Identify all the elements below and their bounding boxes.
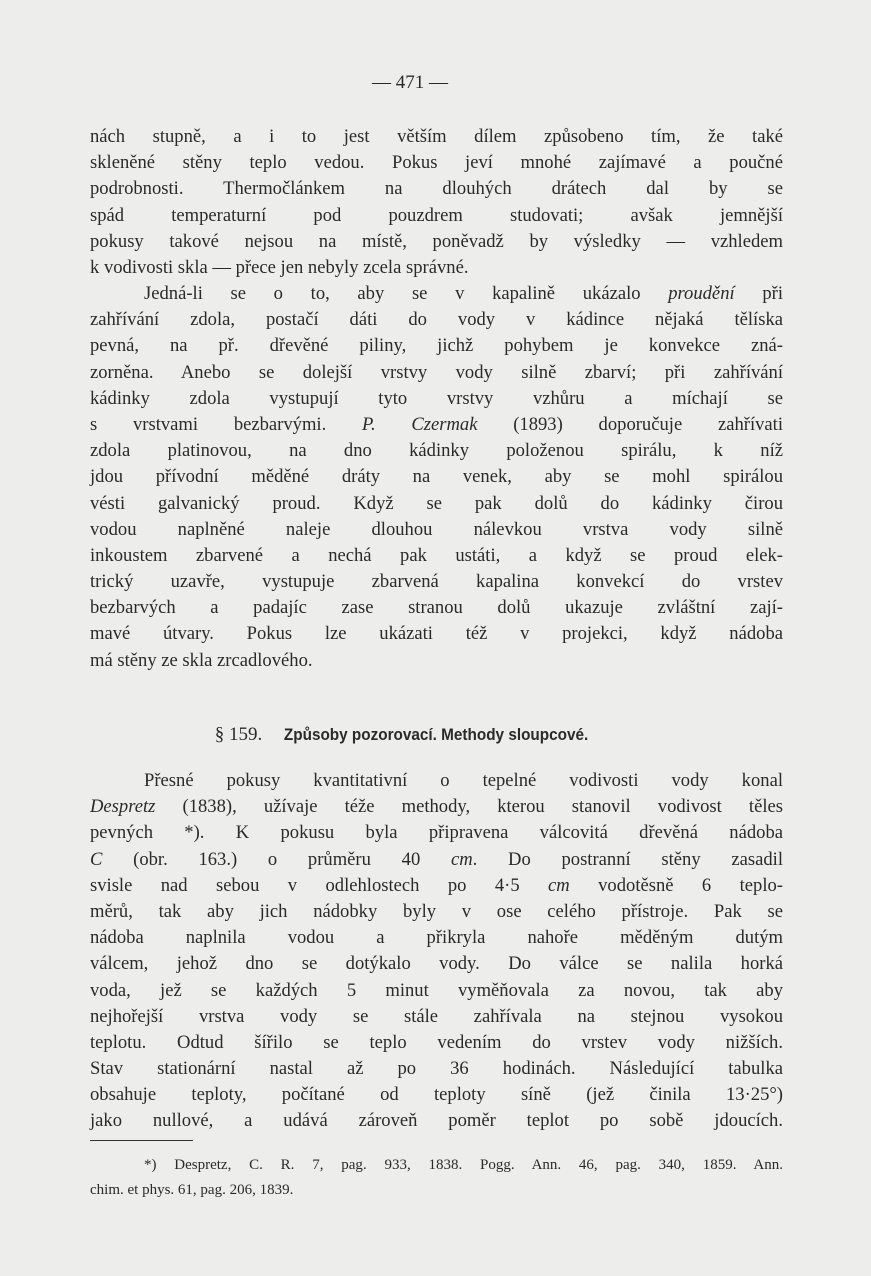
footnote — [90, 1153, 783, 1203]
text-line — [90, 621, 783, 647]
text-segment: pevných *). K pokusu byla připravena válcovitá dřevěná nádoba — [90, 822, 783, 844]
text-segment: má stěny ze skla zrcadlového. — [90, 649, 313, 671]
italic-text: proudění — [668, 283, 735, 304]
footnote-rule — [90, 1140, 193, 1141]
text-segment: *) Despretz, C. R. 7, pag. 933, 1838. Pogg. Ann. 46, pag. 340, 1859. Ann. — [144, 1157, 783, 1173]
text-line — [90, 229, 783, 255]
text-line — [90, 847, 783, 873]
text-line — [90, 595, 783, 621]
text-segment: pokusy takové nejsou na místě, poněvadž by výsledky — vzhledem — [90, 230, 783, 252]
text-segment: inkoustem zbarvené a nechá pak ustáti, a když se proud elek- — [90, 544, 783, 566]
text-line — [90, 569, 783, 595]
text-line — [90, 1004, 783, 1030]
text-segment: nách stupně, a i to jest větším dílem způsobeno tím, že také — [90, 126, 783, 147]
paragraph-3 — [90, 768, 783, 1135]
text-segment: podrobnosti. Thermočlánkem na dlouhých drátech dal by se — [90, 178, 783, 200]
italic-text: cm — [548, 874, 570, 896]
text-line — [90, 281, 783, 307]
text-segment: Stav stationární nastal až po 36 hodinách. Následující tabulka — [90, 1058, 783, 1080]
text-segment: měrů, tak aby jich nádobky byly v ose celého přístroje. Pak se — [90, 900, 783, 922]
text-segment: vodou naplněné naleje dlouhou nálevkou vrstva vody silně — [90, 518, 783, 540]
text-line — [90, 1030, 783, 1056]
text-line — [90, 124, 783, 150]
text-line — [90, 1082, 783, 1108]
section-number: § 159. — [214, 724, 263, 745]
text-segment: svisle nad sebou v odlehlostech po 4·5 — [90, 874, 549, 896]
text-segment: mavé útvary. Pokus lze ukázati též v projekci, když nádoba — [90, 623, 783, 645]
text-segment: s vrstvami bezbarvými. — [90, 413, 362, 435]
text-segment: kádinky zdola vystupují tyto vrstvy vzhůru a míchají se — [90, 387, 783, 409]
text-line — [90, 203, 783, 229]
text-segment: zorněna. Anebo se dolejší vrstvy vody silně zbarví; při zahřívání — [90, 361, 783, 383]
italic-text: P. Czermak — [362, 413, 478, 435]
text-segment: . Do postranní stěny zasadil — [472, 848, 783, 870]
text-segment: vodotěsně 6 teplo- — [569, 874, 783, 896]
text-segment: Přesné pokusy kvantitativní o tepelné vodivosti vody konal — [144, 770, 783, 791]
text-line — [90, 1178, 783, 1203]
page-number: — 471 — — [372, 72, 448, 93]
paragraph-2 — [90, 281, 783, 674]
text-line — [90, 360, 783, 386]
text-segment: nejhořejší vrstva vody se stále zahřívala na stejnou vysokou — [90, 1005, 783, 1027]
text-segment: obsahuje teploty, počítané od teploty síně (jež činila 13·25°) — [90, 1084, 783, 1106]
text-segment: k vodivosti skla — přece jen nebyly zcela správné. — [90, 256, 469, 278]
text-segment: teplotu. Odtud šířilo se teplo vedením do vrstev vody nižších. — [90, 1031, 783, 1053]
text-line — [90, 386, 783, 412]
text-line — [90, 307, 783, 333]
text-segment: při — [734, 283, 783, 304]
text-line — [90, 1153, 783, 1178]
text-line — [90, 255, 783, 281]
text-line — [90, 978, 783, 1004]
text-line — [90, 464, 783, 490]
text-line — [90, 438, 783, 464]
text-line — [90, 648, 783, 674]
text-line — [90, 517, 783, 543]
text-line — [90, 176, 783, 202]
text-segment: skleněné stěny teplo vedou. Pokus jeví mnohé zajímavé a poučné — [90, 152, 783, 174]
text-line — [90, 951, 783, 977]
paragraph-1 — [90, 124, 783, 281]
text-line — [90, 1108, 783, 1134]
italic-text: Despretz — [90, 796, 156, 818]
text-line — [90, 925, 783, 951]
text-line — [90, 899, 783, 925]
text-line — [90, 412, 783, 438]
text-segment: (1893) doporučuje zahřívati — [477, 413, 783, 435]
text-segment: zdola platinovou, na dno kádinky položenou spirálu, k níž — [90, 440, 783, 462]
text-line — [90, 873, 783, 899]
text-segment: trický uzavře, vystupuje zbarvená kapalina konvekcí do vrstev — [90, 571, 783, 593]
italic-text: cm — [450, 848, 473, 870]
text-line — [90, 150, 783, 176]
text-line — [90, 820, 783, 846]
text-segment: pevná, na př. dřevěné piliny, jichž pohybem je konvekce zná- — [90, 335, 783, 357]
text-segment: vésti galvanický proud. Když se pak dolů do kádinky čirou — [90, 492, 783, 514]
section-title: Způsoby pozorovací. Methody sloupcové. — [283, 725, 589, 744]
italic-text: C — [90, 848, 103, 870]
text-segment: spád temperaturní pod pouzdrem studovati; avšak jemnější — [90, 204, 783, 226]
text-segment: voda, jež se každých 5 minut vyměňovala za novou, tak aby — [90, 979, 783, 1001]
text-segment: bezbarvých a padajíc zase stranou dolů ukazuje zvláštní zají- — [90, 597, 783, 619]
section-heading — [0, 724, 820, 746]
text-segment: jdou přívodní měděné dráty na venek, aby se mohl spirálou — [90, 466, 783, 488]
text-line — [90, 794, 783, 820]
text-segment: Jedná-li se o to, aby se v kapalině ukázalo — [144, 283, 669, 304]
text-line — [90, 333, 783, 359]
text-segment: (1838), užívaje téže methody, kterou stanovil vodivost těles — [155, 796, 783, 818]
text-line — [90, 543, 783, 569]
text-segment: zahřívání zdola, postačí dáti do vody v kádince nějaká tělíska — [90, 309, 783, 331]
text-segment: (obr. 163.) o průměru 40 — [102, 848, 451, 870]
text-segment: nádoba naplnila vodou a přikryla nahoře měděným dutým — [90, 927, 783, 949]
text-line — [90, 1056, 783, 1082]
text-line — [90, 768, 783, 794]
text-segment: válcem, jehož dno se dotýkalo vody. Do válce se nalila horká — [90, 953, 783, 975]
text-segment: jako nullové, a udává zároveň poměr teplot po sobě jdoucích. — [90, 1110, 783, 1132]
text-segment: chim. et phys. 61, pag. 206, 1839. — [90, 1182, 294, 1198]
text-line — [90, 491, 783, 517]
